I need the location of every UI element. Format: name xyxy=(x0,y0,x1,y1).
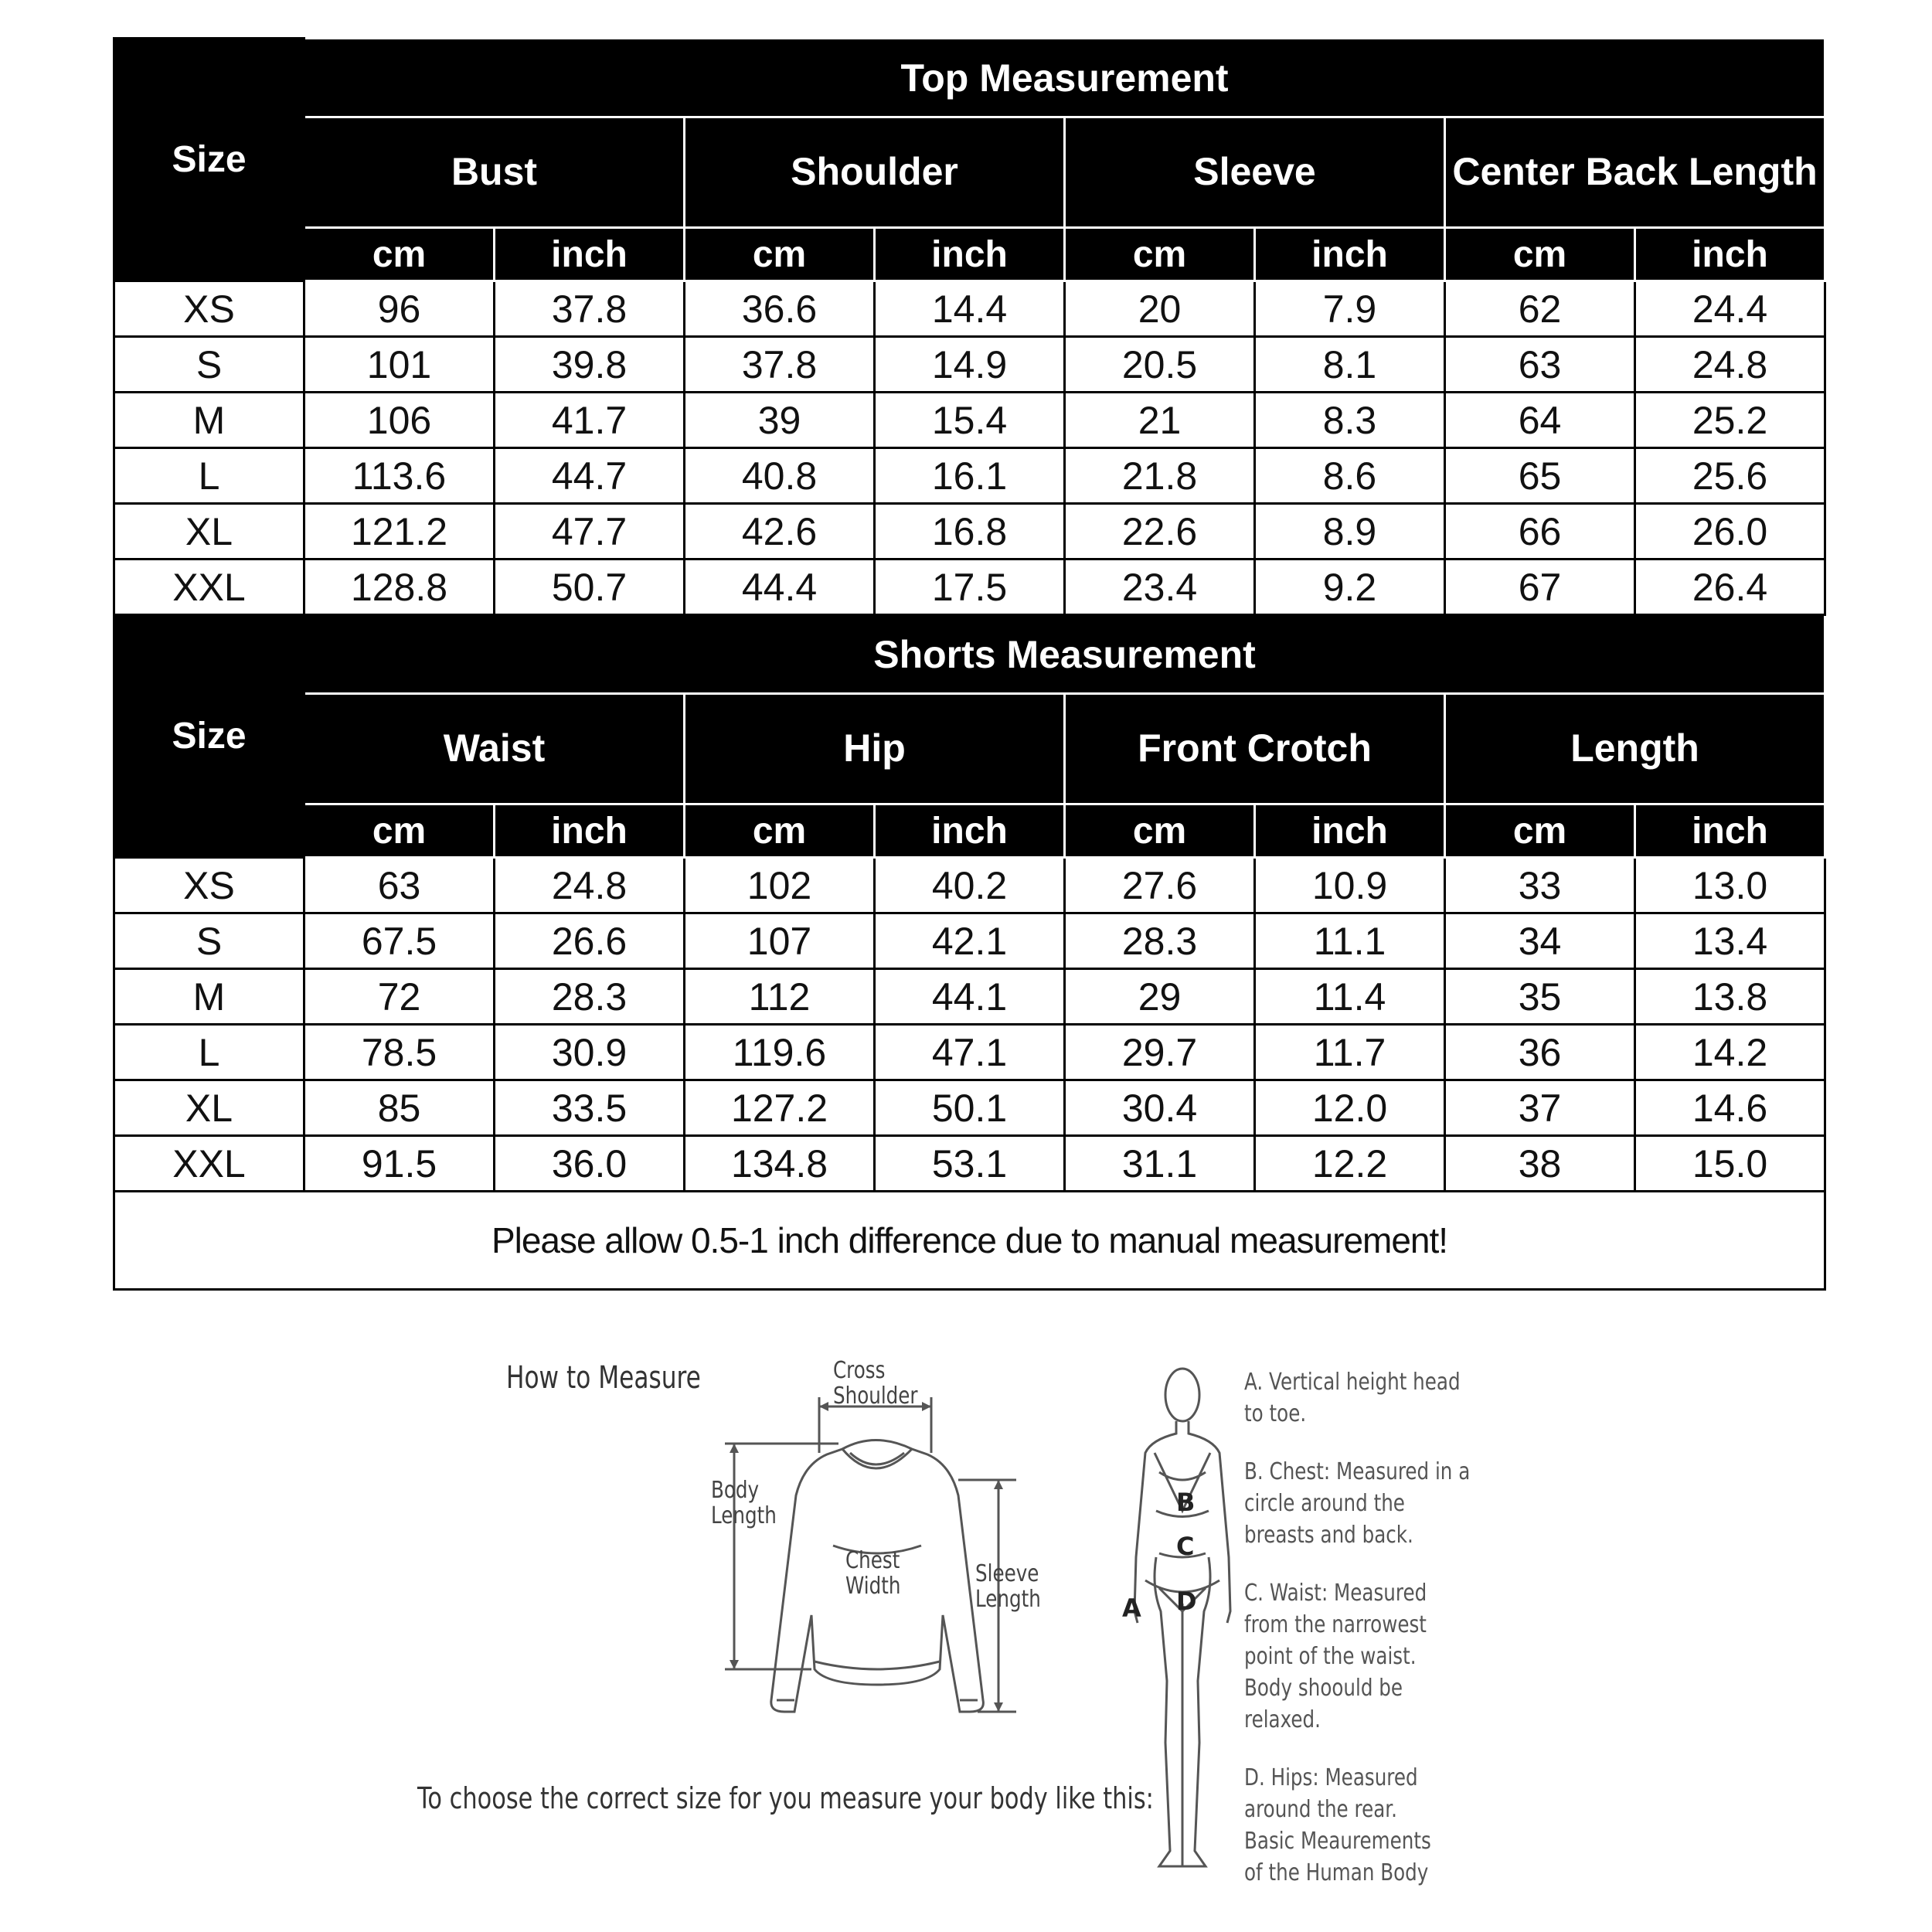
table-cell: 35 xyxy=(1445,969,1635,1025)
table-cell: 38 xyxy=(1445,1136,1635,1192)
group-header-front-crotch: Front Crotch xyxy=(1065,694,1445,804)
table-cell: 14.9 xyxy=(875,337,1065,393)
table-cell: 13.4 xyxy=(1635,913,1825,969)
note-chest: B. Chest: Measured in a circle around the breasts and back. xyxy=(1244,1458,1471,1549)
table-cell: 14.4 xyxy=(875,281,1065,337)
group-header-bust: Bust xyxy=(304,117,685,228)
table-cell: 28.3 xyxy=(1065,913,1255,969)
unit-header: inch xyxy=(1255,228,1445,281)
table-cell: 62 xyxy=(1445,281,1635,337)
table-cell: 12.0 xyxy=(1255,1080,1445,1136)
table-cell: 40.8 xyxy=(685,448,875,504)
table-cell: 121.2 xyxy=(304,504,495,560)
unit-header: inch xyxy=(1635,804,1825,858)
table-cell: 33 xyxy=(1445,858,1635,913)
chest-width-label: Chest Width xyxy=(845,1547,901,1600)
body-figure-diagram xyxy=(1105,1356,1260,1897)
shorts-measurement-section xyxy=(114,615,1825,1192)
table-cell: 30.9 xyxy=(495,1025,685,1080)
table-cell: 11.7 xyxy=(1255,1025,1445,1080)
body-length-label: Body Length xyxy=(711,1477,777,1529)
table-cell: 11.4 xyxy=(1255,969,1445,1025)
size-chart-table xyxy=(113,37,1826,1291)
unit-header: cm xyxy=(1445,228,1635,281)
unit-header: inch xyxy=(1255,804,1445,858)
size-label: L xyxy=(114,1025,304,1080)
table-cell: 134.8 xyxy=(685,1136,875,1192)
group-header-shoulder: Shoulder xyxy=(685,117,1065,228)
table-cell: 15.4 xyxy=(875,393,1065,448)
table-cell: 53.1 xyxy=(875,1136,1065,1192)
table-cell: 72 xyxy=(304,969,495,1025)
table-cell: 66 xyxy=(1445,504,1635,560)
body-point-a: A xyxy=(1122,1594,1141,1623)
table-row xyxy=(114,448,1825,504)
unit-header: inch xyxy=(1635,228,1825,281)
table-cell: 17.5 xyxy=(875,560,1065,615)
table-cell: 31.1 xyxy=(1065,1136,1255,1192)
table-cell: 34 xyxy=(1445,913,1635,969)
table-cell: 23.4 xyxy=(1065,560,1255,615)
table-cell: 36.6 xyxy=(685,281,875,337)
table-cell: 112 xyxy=(685,969,875,1025)
group-header-hip: Hip xyxy=(685,694,1065,804)
unit-header: cm xyxy=(685,228,875,281)
table-cell: 16.8 xyxy=(875,504,1065,560)
table-row xyxy=(114,1080,1825,1136)
table-cell: 65 xyxy=(1445,448,1635,504)
table-cell: 119.6 xyxy=(685,1025,875,1080)
top-measurement-section xyxy=(114,39,1825,615)
unit-header: cm xyxy=(304,804,495,858)
table-cell: 37.8 xyxy=(685,337,875,393)
group-header-center-back-length: Center Back Length xyxy=(1445,117,1825,228)
table-cell: 9.2 xyxy=(1255,560,1445,615)
unit-header: cm xyxy=(685,804,875,858)
table-cell: 21.8 xyxy=(1065,448,1255,504)
table-cell: 29.7 xyxy=(1065,1025,1255,1080)
table-cell: 8.9 xyxy=(1255,504,1445,560)
size-label: XL xyxy=(114,1080,304,1136)
table-cell: 20.5 xyxy=(1065,337,1255,393)
table-row xyxy=(114,281,1825,337)
size-header: Size xyxy=(114,39,304,281)
table-row xyxy=(114,393,1825,448)
table-cell: 39.8 xyxy=(495,337,685,393)
table-row xyxy=(114,1025,1825,1080)
table-cell: 44.7 xyxy=(495,448,685,504)
table-cell: 96 xyxy=(304,281,495,337)
table-cell: 29 xyxy=(1065,969,1255,1025)
table-cell: 107 xyxy=(685,913,875,969)
table-cell: 11.1 xyxy=(1255,913,1445,969)
measurement-note: Please allow 0.5-1 inch difference due to manual measurement! xyxy=(114,1192,1825,1290)
top-measurement-title: Top Measurement xyxy=(304,39,1825,117)
note-waist: C. Waist: Measured from the narrowest point of the waist. Body shoould be relaxed. xyxy=(1244,1580,1427,1733)
table-cell: 63 xyxy=(1445,337,1635,393)
table-row xyxy=(114,560,1825,615)
table-cell: 40.2 xyxy=(875,858,1065,913)
table-cell: 101 xyxy=(304,337,495,393)
table-cell: 16.1 xyxy=(875,448,1065,504)
table-cell: 106 xyxy=(304,393,495,448)
measure-instruction-text: To choose the correct size for you measure your body like this: xyxy=(417,1781,1154,1815)
table-cell: 113.6 xyxy=(304,448,495,504)
table-row xyxy=(114,969,1825,1025)
table-cell: 44.1 xyxy=(875,969,1065,1025)
table-cell: 14.6 xyxy=(1635,1080,1825,1136)
table-row xyxy=(114,504,1825,560)
table-cell: 24.8 xyxy=(1635,337,1825,393)
unit-header: cm xyxy=(1065,804,1255,858)
table-cell: 44.4 xyxy=(685,560,875,615)
table-cell: 127.2 xyxy=(685,1080,875,1136)
table-cell: 42.6 xyxy=(685,504,875,560)
garment-measure-diagram xyxy=(696,1357,1097,1731)
size-label: L xyxy=(114,448,304,504)
table-cell: 20 xyxy=(1065,281,1255,337)
note-hips: D. Hips: Measured around the rear. Basic Meaurements of the Human Body xyxy=(1244,1764,1431,1886)
table-cell: 67.5 xyxy=(304,913,495,969)
unit-header: inch xyxy=(495,228,685,281)
body-measure-notes xyxy=(1244,1366,1569,1915)
table-cell: 36 xyxy=(1445,1025,1635,1080)
table-cell: 27.6 xyxy=(1065,858,1255,913)
table-row xyxy=(114,337,1825,393)
body-point-c: C xyxy=(1176,1532,1195,1561)
size-label: XL xyxy=(114,504,304,560)
table-cell: 85 xyxy=(304,1080,495,1136)
size-label: M xyxy=(114,393,304,448)
table-cell: 13.0 xyxy=(1635,858,1825,913)
table-cell: 47.1 xyxy=(875,1025,1065,1080)
table-row xyxy=(114,913,1825,969)
table-cell: 102 xyxy=(685,858,875,913)
table-cell: 37.8 xyxy=(495,281,685,337)
size-label: S xyxy=(114,337,304,393)
table-cell: 50.1 xyxy=(875,1080,1065,1136)
table-cell: 30.4 xyxy=(1065,1080,1255,1136)
sleeve-length-label: Sleeve Length xyxy=(975,1560,1041,1613)
size-label: XXL xyxy=(114,560,304,615)
table-cell: 10.9 xyxy=(1255,858,1445,913)
table-cell: 22.6 xyxy=(1065,504,1255,560)
unit-header: inch xyxy=(495,804,685,858)
unit-header: inch xyxy=(875,228,1065,281)
table-cell: 91.5 xyxy=(304,1136,495,1192)
table-cell: 25.2 xyxy=(1635,393,1825,448)
table-cell: 128.8 xyxy=(304,560,495,615)
table-cell: 47.7 xyxy=(495,504,685,560)
table-cell: 64 xyxy=(1445,393,1635,448)
body-point-d: D xyxy=(1176,1587,1197,1616)
table-cell: 50.7 xyxy=(495,560,685,615)
size-label: M xyxy=(114,969,304,1025)
note-vertical-height: A. Vertical height head to toe. xyxy=(1244,1369,1461,1427)
table-cell: 33.5 xyxy=(495,1080,685,1136)
table-cell: 8.1 xyxy=(1255,337,1445,393)
table-cell: 24.4 xyxy=(1635,281,1825,337)
table-cell: 7.9 xyxy=(1255,281,1445,337)
body-point-b: B xyxy=(1176,1488,1196,1517)
size-header: Size xyxy=(114,615,304,858)
table-row xyxy=(114,1136,1825,1192)
table-cell: 24.8 xyxy=(495,858,685,913)
table-cell: 21 xyxy=(1065,393,1255,448)
group-header-length: Length xyxy=(1445,694,1825,804)
table-cell: 28.3 xyxy=(495,969,685,1025)
table-row xyxy=(114,858,1825,913)
table-cell: 41.7 xyxy=(495,393,685,448)
group-header-sleeve: Sleeve xyxy=(1065,117,1445,228)
unit-header: cm xyxy=(1065,228,1255,281)
size-label: XS xyxy=(114,858,304,913)
unit-header: inch xyxy=(875,804,1065,858)
table-cell: 14.2 xyxy=(1635,1025,1825,1080)
table-cell: 8.6 xyxy=(1255,448,1445,504)
table-cell: 37 xyxy=(1445,1080,1635,1136)
unit-header: cm xyxy=(1445,804,1635,858)
table-cell: 78.5 xyxy=(304,1025,495,1080)
size-label: S xyxy=(114,913,304,969)
table-cell: 63 xyxy=(304,858,495,913)
table-cell: 15.0 xyxy=(1635,1136,1825,1192)
size-label: XXL xyxy=(114,1136,304,1192)
unit-header: cm xyxy=(304,228,495,281)
group-header-waist: Waist xyxy=(304,694,685,804)
table-cell: 26.4 xyxy=(1635,560,1825,615)
table-cell: 26.6 xyxy=(495,913,685,969)
table-cell: 12.2 xyxy=(1255,1136,1445,1192)
table-cell: 42.1 xyxy=(875,913,1065,969)
table-cell: 67 xyxy=(1445,560,1635,615)
table-cell: 26.0 xyxy=(1635,504,1825,560)
table-cell: 13.8 xyxy=(1635,969,1825,1025)
table-cell: 39 xyxy=(685,393,875,448)
cross-shoulder-label: Cross Shoulder xyxy=(833,1357,918,1410)
shorts-measurement-title: Shorts Measurement xyxy=(304,615,1825,694)
table-cell: 25.6 xyxy=(1635,448,1825,504)
how-to-measure-title: How to Measure xyxy=(506,1360,701,1396)
table-cell: 8.3 xyxy=(1255,393,1445,448)
table-cell: 36.0 xyxy=(495,1136,685,1192)
size-label: XS xyxy=(114,281,304,337)
